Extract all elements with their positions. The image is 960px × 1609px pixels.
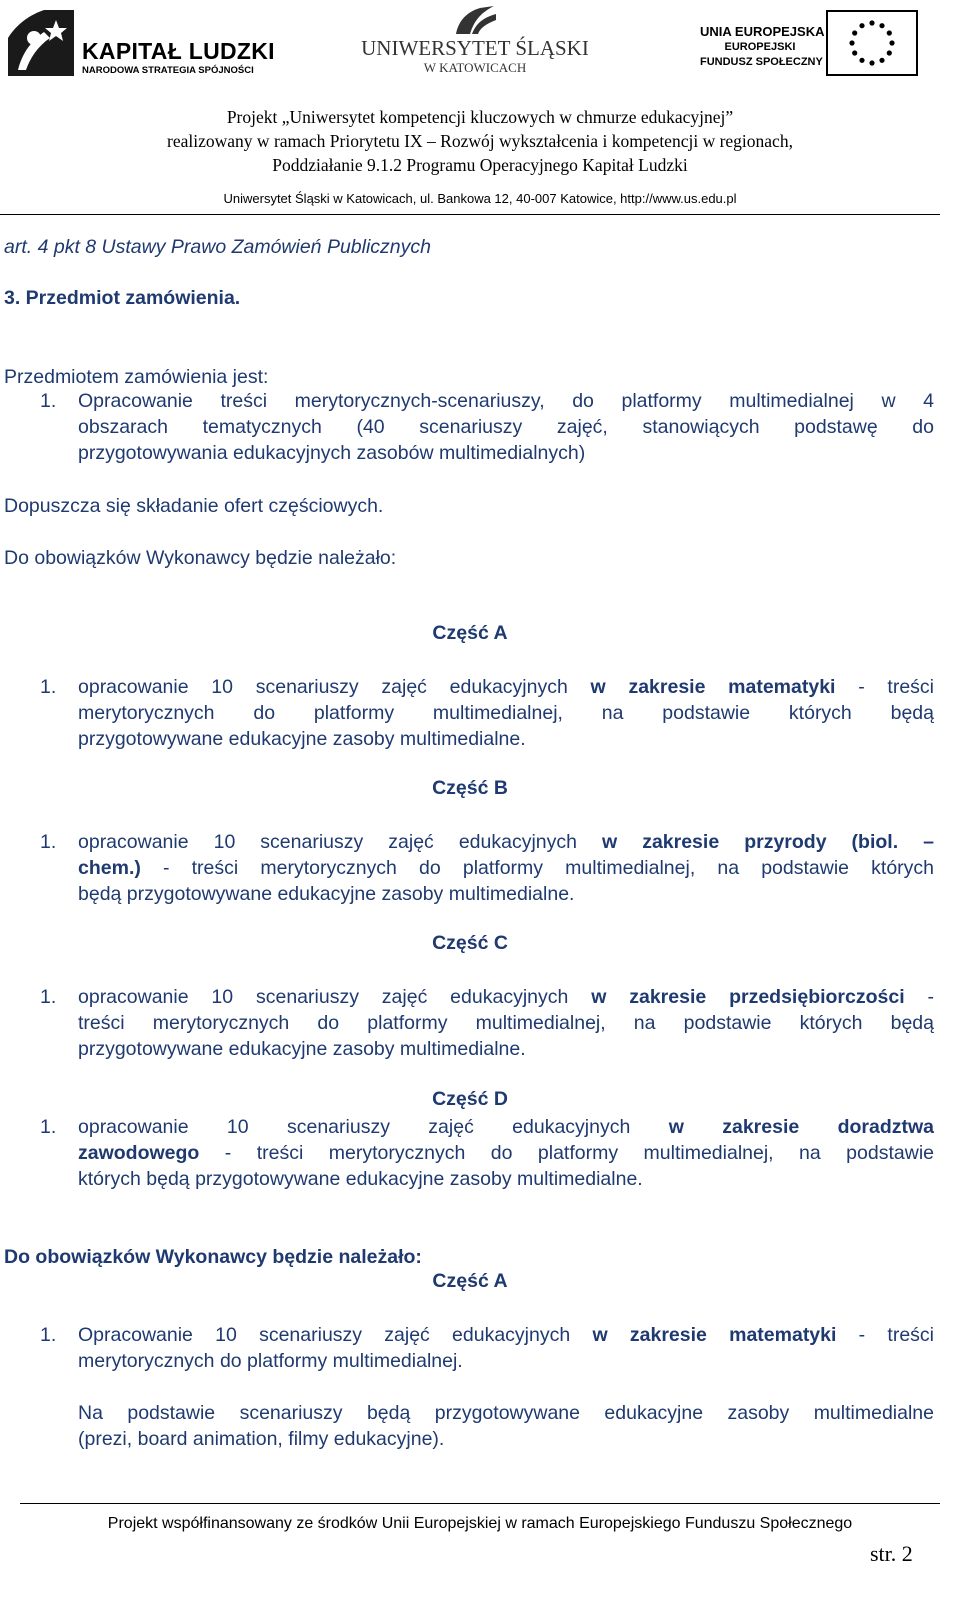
text-run: - treści merytorycznych do platformy multimedialnej, na podstawie xyxy=(199,1142,934,1164)
eu-logo-line-1: UNIA EUROPEJSKA xyxy=(700,24,825,39)
page-number: str. 2 xyxy=(870,1541,913,1566)
part-a-heading: Część A xyxy=(432,622,508,644)
part-d-line-1 xyxy=(78,1114,934,1140)
university-title: UNIWERSYTET ŚLĄSKI xyxy=(361,36,589,60)
university-address: Uniwersytet Śląski w Katowicach, ul. Bankowa 12, 40-007 Katowice, http://www.us.edu.pl xyxy=(223,191,737,206)
header-divider xyxy=(0,214,940,215)
text-run: Opracowanie 10 scenariuszy zajęć edukacyjnych xyxy=(78,1324,593,1346)
university-subtitle: W KATOWICACH xyxy=(423,60,527,75)
part-d-item-number: 1. xyxy=(40,1116,57,1138)
subject-item-line: przygotowywania edukacyjnych zasobów multimedialnych) xyxy=(78,442,586,464)
part-a-line-1 xyxy=(78,674,934,700)
part-c-heading: Część C xyxy=(432,932,508,954)
part-c-line-1 xyxy=(78,984,934,1010)
text-run: opracowanie 10 scenariuszy zajęć edukacyjnych xyxy=(78,1116,669,1138)
kapital-ludzki-emblem-icon xyxy=(4,8,76,78)
part-b-item-number: 1. xyxy=(40,831,57,853)
text-run: opracowanie 10 scenariuszy zajęć edukacyjnych xyxy=(78,676,591,698)
text-run: opracowanie 10 scenariuszy zajęć edukacyjnych xyxy=(78,986,592,1008)
bold-run: w zakresie przyrody (biol. – xyxy=(602,831,934,853)
subject-intro: Przedmiotem zamówienia jest: xyxy=(4,366,269,388)
law-reference: art. 4 pkt 8 Ustawy Prawo Zamówień Publicznych xyxy=(4,236,432,258)
part-b-line-3: będą przygotowywane edukacyjne zasoby multimedialne. xyxy=(78,883,575,905)
part-c-line-3: przygotowywane edukacyjne zasoby multimedialne. xyxy=(78,1038,526,1060)
part-c-item xyxy=(78,984,934,1062)
project-subaction: Poddziałanie 9.1.2 Programu Operacyjnego Kapitał Ludzki xyxy=(272,155,688,175)
eu-logo-line-2: EUROPEJSKI xyxy=(724,41,796,53)
text-run: - treści xyxy=(836,1324,934,1346)
part-a-item xyxy=(78,674,934,752)
bold-run: w zakresie matematyki xyxy=(592,1324,837,1346)
kapital-ludzki-title: KAPITAŁ LUDZKI xyxy=(82,38,275,64)
part-d-heading: Część D xyxy=(432,1088,508,1110)
text-run: - treści merytorycznych do platformy multimedialnej, na podstawie których xyxy=(140,857,934,879)
bold-run: chem.) xyxy=(78,857,141,879)
part-a2-line-2: merytorycznych do platformy multimedialnej. xyxy=(78,1350,463,1372)
part-a2-note-line-1: Na podstawie scenariuszy będą przygotowywane edukacyjne zasoby multimedialne xyxy=(78,1402,934,1424)
subject-item-line: obszarach tematycznych (40 scenariuszy zajęć, stanowiących podstawę do xyxy=(78,416,934,438)
subject-item xyxy=(78,388,934,466)
part-b-line-2 xyxy=(78,855,934,881)
part-d-item xyxy=(78,1114,934,1192)
part-a2-note-line-2: (prezi, board animation, filmy edukacyjne). xyxy=(78,1428,445,1450)
text-run: - xyxy=(904,986,934,1008)
part-a2-note xyxy=(78,1400,934,1452)
part-a2-heading: Część A xyxy=(432,1270,508,1292)
part-c-line-2: treści merytorycznych do platformy multimedialnej, na podstawie których będą xyxy=(78,1012,934,1034)
part-b-line-1 xyxy=(78,829,934,855)
bold-run: w zakresie matematyki xyxy=(590,676,836,698)
project-title: Projekt „Uniwersytet kompetencji kluczowych w chmurze edukacyjnej” xyxy=(226,107,734,127)
university-logo xyxy=(360,4,590,74)
part-d-line-3: których będą przygotowywane edukacyjne zasoby multimedialne. xyxy=(78,1168,643,1190)
part-a2-line-1 xyxy=(78,1322,934,1348)
part-b-item xyxy=(78,829,934,907)
part-a2-item-number: 1. xyxy=(40,1324,57,1346)
eu-logo xyxy=(700,8,940,78)
bold-run: w zakresie przedsiębiorczości xyxy=(591,986,905,1008)
part-c-item-number: 1. xyxy=(40,986,57,1008)
kapital-ludzki-subtitle: NARODOWA STRATEGIA SPÓJNOŚCI xyxy=(82,65,254,76)
duties-heading-2: Do obowiązków Wykonawcy będzie należało: xyxy=(4,1246,422,1268)
project-priority: realizowany w ramach Priorytetu IX – Rozwój wykształcenia i kompetencji w regionach, xyxy=(167,131,793,151)
eu-flag-icon xyxy=(826,10,918,76)
eu-logo-line-3: FUNDUSZ SPOŁECZNY xyxy=(700,56,823,68)
subject-item-line: Opracowanie treści merytorycznych-scenariuszy, do platformy multimedialnej w 4 xyxy=(78,390,934,412)
part-d-line-2 xyxy=(78,1140,934,1166)
university-emblem-icon xyxy=(452,4,498,36)
footer-text: Projekt współfinansowany ze środków Unii Europejskiej w ramach Europejskiego Funduszu Społecznego xyxy=(107,1515,853,1532)
kapital-ludzki-logo xyxy=(4,8,275,78)
partial-offers-note: Dopuszcza się składanie ofert częściowych. xyxy=(4,495,384,517)
bold-run: w zakresie doradztwa xyxy=(668,1116,934,1138)
duties-heading: Do obowiązków Wykonawcy będzie należało: xyxy=(4,547,397,569)
part-a2-item xyxy=(78,1322,934,1374)
text-run: - treści xyxy=(835,676,935,698)
part-b-heading: Część B xyxy=(432,777,508,799)
bold-run: zawodowego xyxy=(78,1142,200,1164)
text-run: opracowanie 10 scenariuszy zajęć edukacyjnych xyxy=(78,831,602,853)
part-a-line-2: merytorycznych do platformy multimedialnej, na podstawie których będą xyxy=(78,702,934,724)
part-a-line-3: przygotowywane edukacyjne zasoby multimedialne. xyxy=(78,728,526,750)
part-a-item-number: 1. xyxy=(40,676,57,698)
subject-item-number: 1. xyxy=(40,390,57,412)
footer-divider xyxy=(20,1503,940,1504)
section-title: 3. Przedmiot zamówienia. xyxy=(4,287,241,309)
